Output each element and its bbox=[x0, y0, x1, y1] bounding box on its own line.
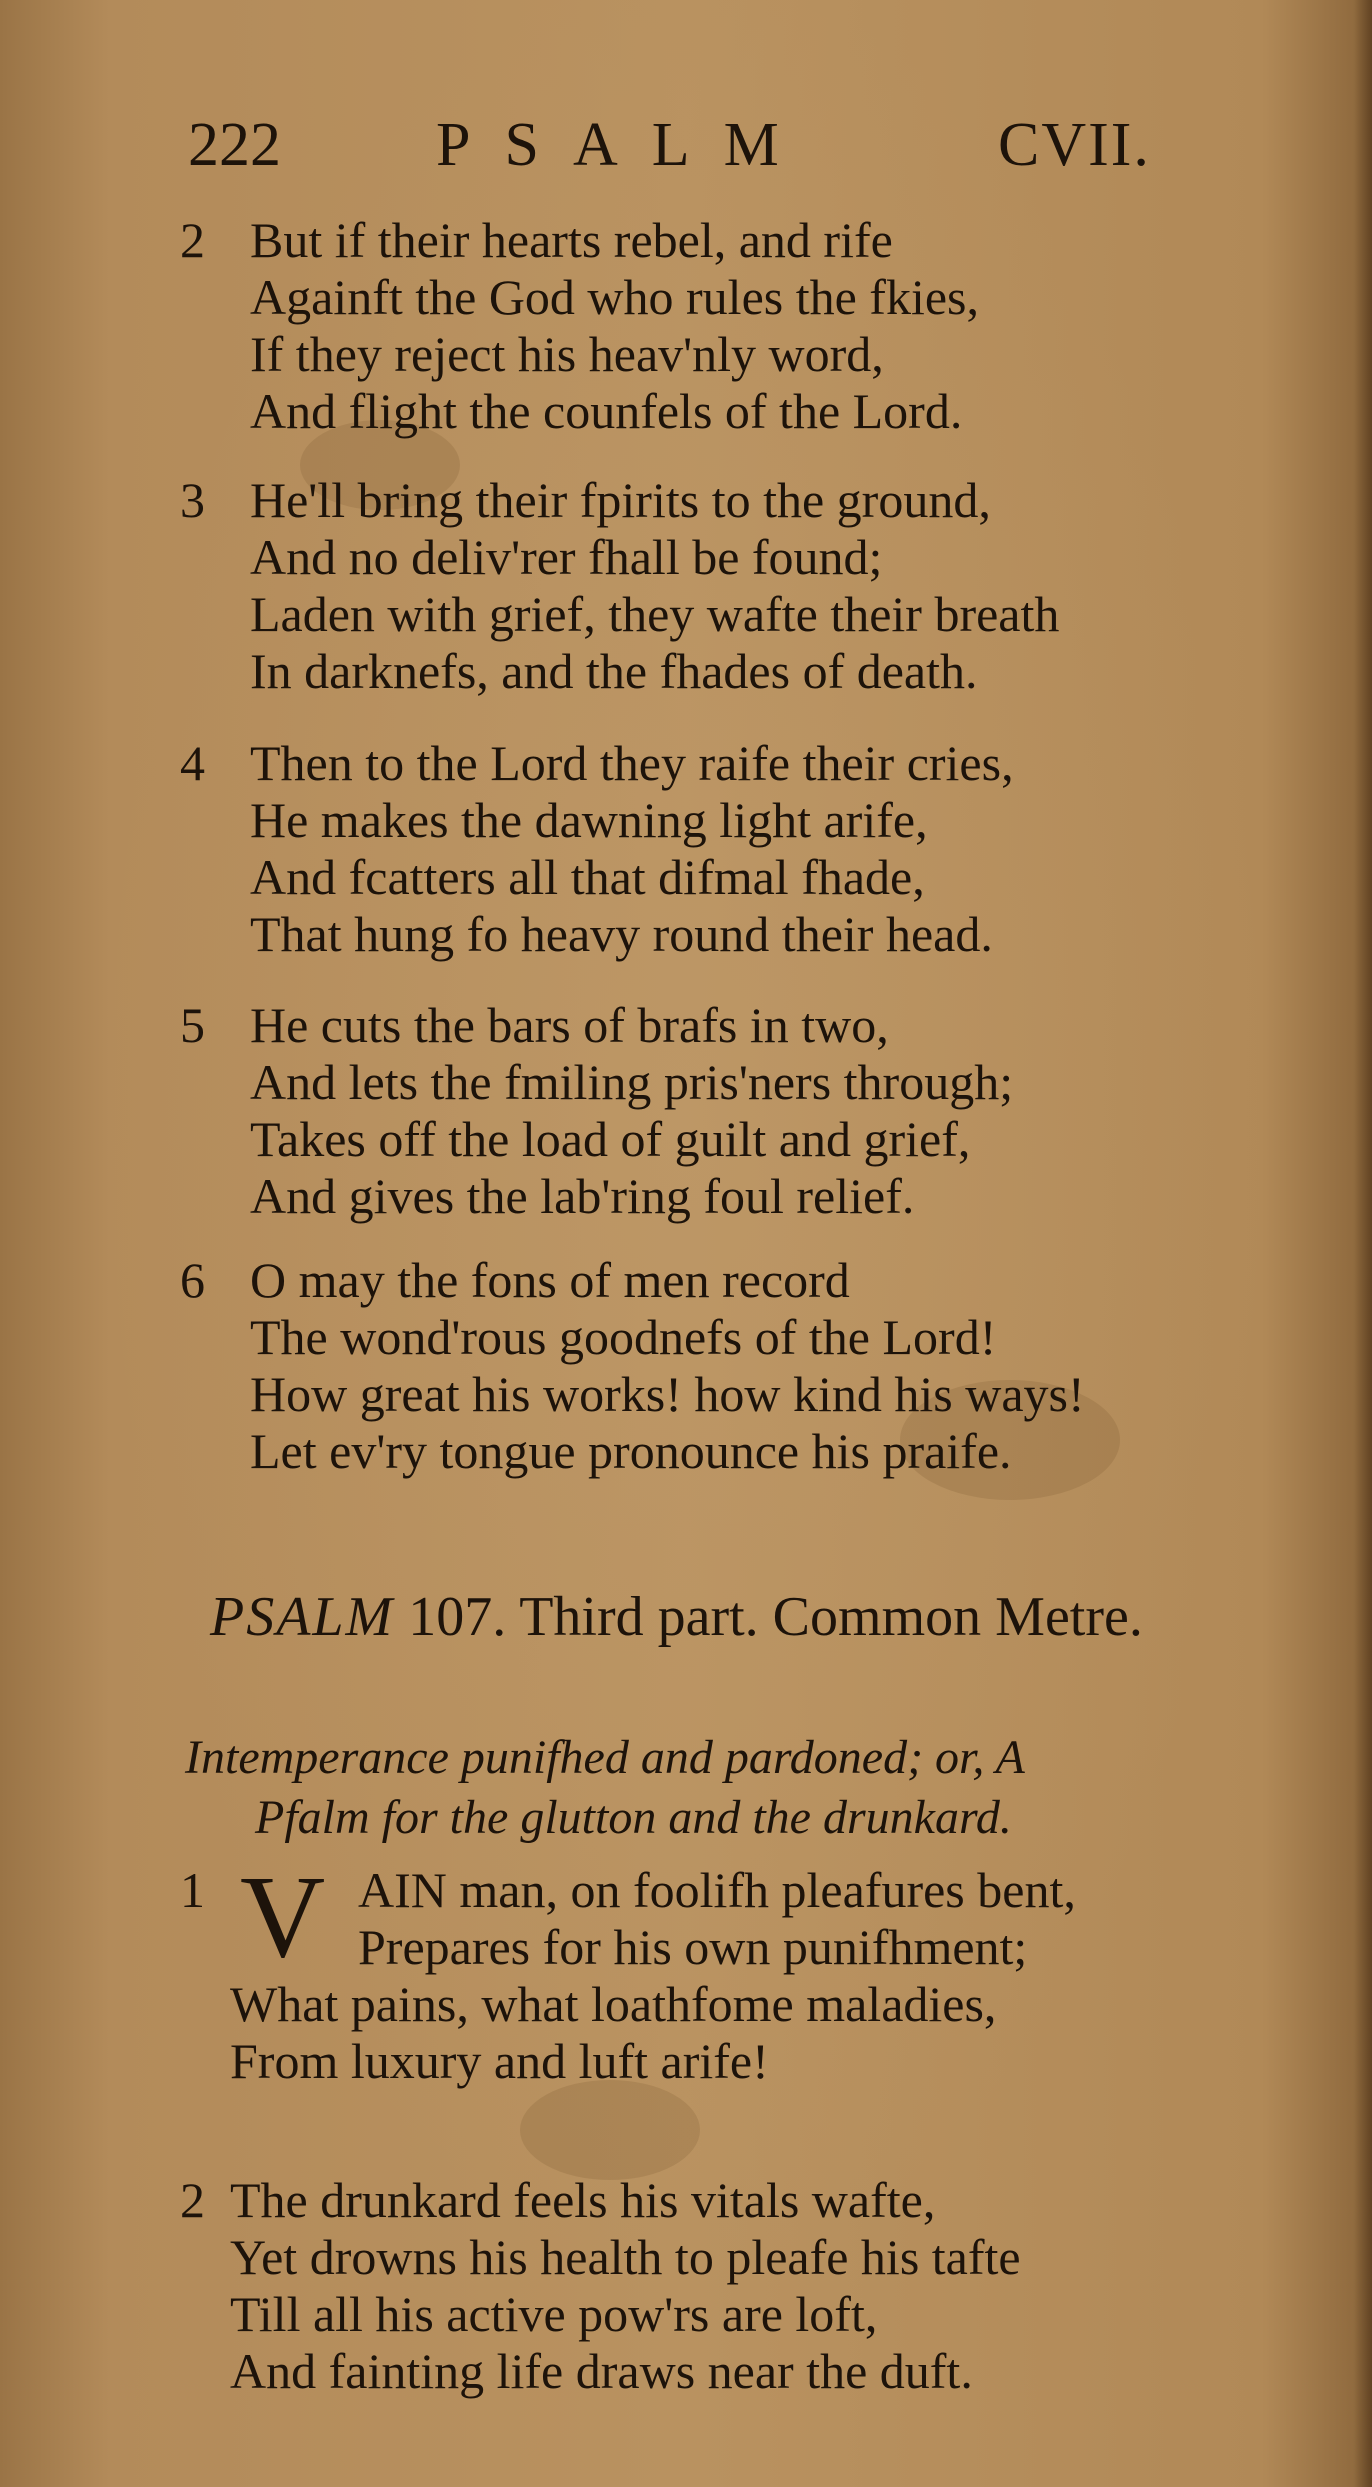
verse-line: From luxury and luft arife! bbox=[230, 2033, 769, 2089]
verse-line: Let ev'ry tongue pronounce his praife. bbox=[250, 1423, 1012, 1479]
running-title: PSALM bbox=[436, 111, 813, 179]
stanza bbox=[180, 212, 1320, 440]
verse-line: That hung fo heavy round their head. bbox=[250, 906, 993, 962]
verse-line: And gives the lab'ring foul relief. bbox=[250, 1168, 915, 1224]
section-psalm-word: PSALM bbox=[210, 1586, 395, 1648]
stanza-number: 5 bbox=[180, 997, 205, 1053]
verse-line: What pains, what loathfome maladies, bbox=[230, 1976, 997, 2032]
verse-line: If they reject his heav'nly word, bbox=[250, 326, 884, 382]
stanza bbox=[180, 1851, 1320, 2090]
subtitle-line: Pfalm for the glutton and the drunkard. bbox=[255, 1791, 1012, 1844]
verse-line: AIN man, on foolifh pleafures bent, bbox=[358, 1862, 1076, 1918]
stanza-number: 6 bbox=[180, 1252, 205, 1308]
stanza bbox=[180, 735, 1320, 963]
stanza bbox=[180, 997, 1320, 1225]
section-subtitle bbox=[185, 1728, 1345, 1848]
running-header bbox=[188, 110, 1188, 180]
verse-line: Takes off the load of guilt and grief, bbox=[250, 1111, 971, 1167]
verse-line: He makes the dawning light arife, bbox=[250, 792, 928, 848]
verse-line: And lets the fmiling pris'ners through; bbox=[250, 1054, 1014, 1110]
verse-line: He cuts the bars of brafs in two, bbox=[250, 997, 889, 1053]
section-title bbox=[210, 1585, 1143, 1649]
verse-line: The wond'rous goodnefs of the Lord! bbox=[250, 1309, 997, 1365]
verse-line: Prepares for his own punifhment; bbox=[358, 1919, 1028, 1975]
verse-line: Till all his active pow'rs are loft, bbox=[230, 2286, 878, 2342]
verse-line: But if their hearts rebel, and rife bbox=[250, 212, 893, 268]
drop-cap: V bbox=[240, 1851, 326, 1982]
verse-line: Laden with grief, they wafte their breath bbox=[250, 586, 1060, 642]
stanza-number: 2 bbox=[180, 2172, 205, 2228]
verse-line: O may the fons of men record bbox=[250, 1252, 850, 1308]
page-number: 222 bbox=[188, 111, 281, 179]
verse-line: Then to the Lord they raife their cries, bbox=[250, 735, 1014, 791]
psalm-number: CVII. bbox=[998, 111, 1151, 179]
stanza-number: 1 bbox=[180, 1862, 205, 1918]
verse-line: How great his works! how kind his ways! bbox=[250, 1366, 1085, 1422]
verse-line: Againft the God who rules the fkies, bbox=[250, 269, 980, 325]
verse-line: And fainting life draws near the duft. bbox=[230, 2343, 973, 2399]
foxing-stain bbox=[520, 2080, 700, 2180]
verse-line: In darknefs, and the fhades of death. bbox=[250, 643, 978, 699]
subtitle-line: Intemperance punifhed and pardoned; or, A bbox=[185, 1731, 1025, 1784]
stanza-number: 4 bbox=[180, 735, 205, 791]
page-edge-shadow bbox=[1354, 0, 1372, 2487]
verse-line: And fcatters all that difmal fhade, bbox=[250, 849, 925, 905]
stanza-number: 2 bbox=[180, 212, 205, 268]
stanza bbox=[180, 472, 1320, 700]
verse-line: And no deliv'rer fhall be found; bbox=[250, 529, 883, 585]
stanza bbox=[180, 2172, 1320, 2400]
stanza-number: 3 bbox=[180, 472, 205, 528]
stanza bbox=[180, 1252, 1320, 1480]
verse-line: The drunkard feels his vitals wafte, bbox=[230, 2172, 936, 2228]
section-title-rest: 107. Third part. Common Metre. bbox=[408, 1586, 1143, 1648]
verse-line: He'll bring their fpirits to the ground, bbox=[250, 472, 991, 528]
verse-line: And flight the counfels of the Lord. bbox=[250, 383, 963, 439]
verse-line: Yet drowns his health to pleafe his tafte bbox=[230, 2229, 1021, 2285]
